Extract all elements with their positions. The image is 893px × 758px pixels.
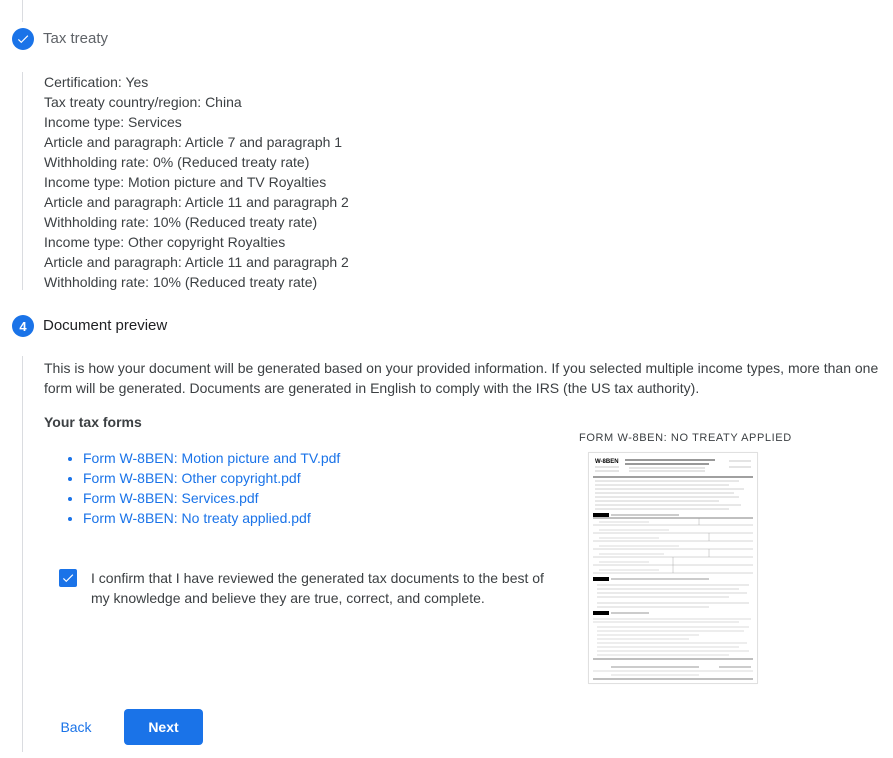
summary-line: Article and paragraph: Article 11 and paragraph 2	[44, 254, 349, 270]
back-button[interactable]: Back	[60, 719, 92, 735]
summary-line: Article and paragraph: Article 7 and paragraph 1	[44, 134, 343, 150]
preview-form-code: W-8BEN	[595, 459, 619, 465]
list-item	[83, 448, 340, 468]
form-preview-thumbnail[interactable]	[588, 452, 758, 684]
form-link-no-treaty[interactable]: Form W-8BEN: No treaty applied.pdf	[83, 510, 311, 526]
summary-line: Tax treaty country/region: China	[44, 94, 242, 110]
summary-line: Withholding rate: 10% (Reduced treaty rate)	[44, 214, 318, 230]
summary-line: Withholding rate: 10% (Reduced treaty rate)	[44, 274, 318, 290]
summary-line: Certification: Yes	[44, 74, 149, 90]
confirm-label[interactable]: I confirm that I have reviewed the generated tax documents to the best of my knowledge and believe they are true, correct, and complete.	[91, 570, 544, 606]
step-connector-line	[22, 0, 23, 22]
step-complete-check-icon	[12, 28, 34, 50]
form-link-motion-picture[interactable]: Form W-8BEN: Motion picture and TV.pdf	[83, 450, 341, 466]
form-preview-image	[589, 453, 757, 683]
form-link-other-copyright[interactable]: Form W-8BEN: Other copyright.pdf	[83, 470, 301, 486]
summary-line: Article and paragraph: Article 11 and paragraph 2	[44, 194, 349, 210]
summary-line: Withholding rate: 0% (Reduced treaty rate)	[44, 154, 310, 170]
tax-treaty-summary	[44, 72, 349, 292]
confirm-checkbox[interactable]	[59, 569, 77, 587]
step-connector-line	[22, 72, 23, 290]
list-item	[83, 508, 340, 528]
step-number-badge: 4	[12, 315, 34, 337]
preview-title: FORM W-8BEN: NO TREATY APPLIED	[579, 432, 792, 444]
tax-forms-heading: Your tax forms	[44, 414, 142, 430]
summary-line: Income type: Motion picture and TV Royalties	[44, 174, 327, 190]
tax-forms-list	[44, 448, 340, 528]
form-link-services[interactable]: Form W-8BEN: Services.pdf	[83, 490, 259, 506]
step-title-tax-treaty[interactable]: Tax treaty	[43, 30, 109, 47]
step-connector-line	[22, 356, 23, 752]
next-button[interactable]: Next	[124, 709, 203, 745]
step-title-document-preview: Document preview	[43, 317, 168, 334]
list-item	[83, 488, 340, 508]
summary-line: Income type: Other copyright Royalties	[44, 234, 286, 250]
document-preview-description: This is how your document will be generated based on your provided information. If you selected multiple income types, more than one form will be generated. Documents are generated in English to comply with the IRS (the US tax authority).	[44, 360, 879, 396]
checkmark-icon	[61, 571, 75, 585]
list-item	[83, 468, 340, 488]
summary-line: Income type: Services	[44, 114, 182, 130]
